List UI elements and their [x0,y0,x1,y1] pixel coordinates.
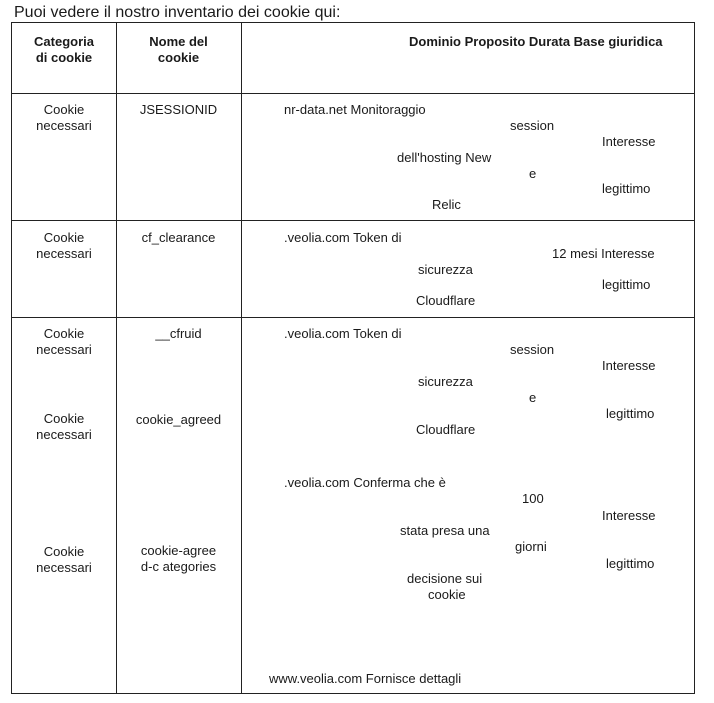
row3-cookie3-domain-purpose: www.veolia.com Fornisce dettagli [269,671,462,686]
row1-duration-line2: e [529,166,537,181]
category-line2: necessari [36,560,92,575]
category-line1: Cookie [43,411,85,426]
row1-duration-line1: session [510,118,555,133]
row1-cookie-name: JSESSIONID [139,102,218,117]
row3-cookie2-duration-line2: giorni [515,539,547,554]
row3-cookie2-legal-line1: Interesse [602,508,656,523]
row2-duration-legal: 12 mesi Interesse [552,246,655,261]
row-divider [12,93,694,94]
row3-cookie2-purpose-line3: decisione sui [407,571,483,586]
row3-cookie1-domain-purpose: .veolia.com Token di [284,326,402,341]
name-line2: d-c ategories [140,559,217,574]
category-line1: Cookie [43,102,85,117]
row3-cookie2-domain-purpose: .veolia.com Conferma che è [284,475,446,490]
category-line2: necessari [36,118,92,133]
category-line2: necessari [36,246,92,261]
header-details: Dominio Proposito Durata Base giuridica [409,34,663,49]
row1-legal-line2: legittimo [602,181,651,196]
column-divider [116,23,117,693]
row3-cookie2-duration-line1: 100 [522,491,544,506]
row3-cookie1-legal-line2: legittimo [606,406,655,421]
row3-cookie1-legal-line1: Interesse [602,358,656,373]
row3-cookie1-category [12,326,116,358]
row3-cookie1-purpose-line3: Cloudflare [416,422,476,437]
row1-category [12,102,116,134]
row3-cookie1-name: __cfruid [155,326,202,341]
header-name-line1: Nome del [149,34,208,49]
row3-cookie2-purpose-line4: cookie [428,587,466,602]
row1-domain-purpose: nr-data.net Monitoraggio [284,102,426,117]
name-line1: cookie-agree [140,543,217,558]
row3-cookie3-name [116,543,241,575]
category-line2: necessari [36,427,92,442]
row3-cookie2-legal-line2: legittimo [606,556,655,571]
header-name-line2: cookie [157,50,200,65]
row2-category [12,230,116,262]
row2-purpose-line3: Cloudflare [416,293,476,308]
column-divider [241,23,242,693]
category-line2: necessari [36,342,92,357]
row2-domain-purpose: .veolia.com Token di [284,230,402,245]
row3-cookie1-duration-line1: session [510,342,555,357]
row2-purpose-line2: sicurezza [418,262,473,277]
row3-cookie2-category [12,411,116,443]
intro-text: Puoi vedere il nostro inventario dei cookie qui: [14,4,341,21]
row-divider [12,220,694,221]
row3-cookie2-name: cookie_agreed [135,412,222,427]
category-line1: Cookie [43,230,85,245]
row3-cookie1-duration-line2: e [529,390,537,405]
row2-cookie-name: cf_clearance [141,230,216,245]
row3-cookie3-category [12,544,116,576]
row2-legal-line2: legittimo [602,277,651,292]
header-category-line2: di cookie [35,50,93,65]
row3-cookie2-purpose-line2: stata presa una [400,523,490,538]
cookie-inventory-table [11,22,695,694]
category-line1: Cookie [43,544,85,559]
row1-purpose-line3: Relic [432,197,461,212]
header-category-line1: Categoria [34,34,94,49]
row1-legal-line1: Interesse [602,134,656,149]
header-category [12,34,116,66]
row1-purpose-line2: dell'hosting New [397,150,492,165]
category-line1: Cookie [43,326,85,341]
row-divider [12,317,694,318]
header-cookie-name [116,34,241,66]
row3-cookie1-purpose-line2: sicurezza [418,374,473,389]
